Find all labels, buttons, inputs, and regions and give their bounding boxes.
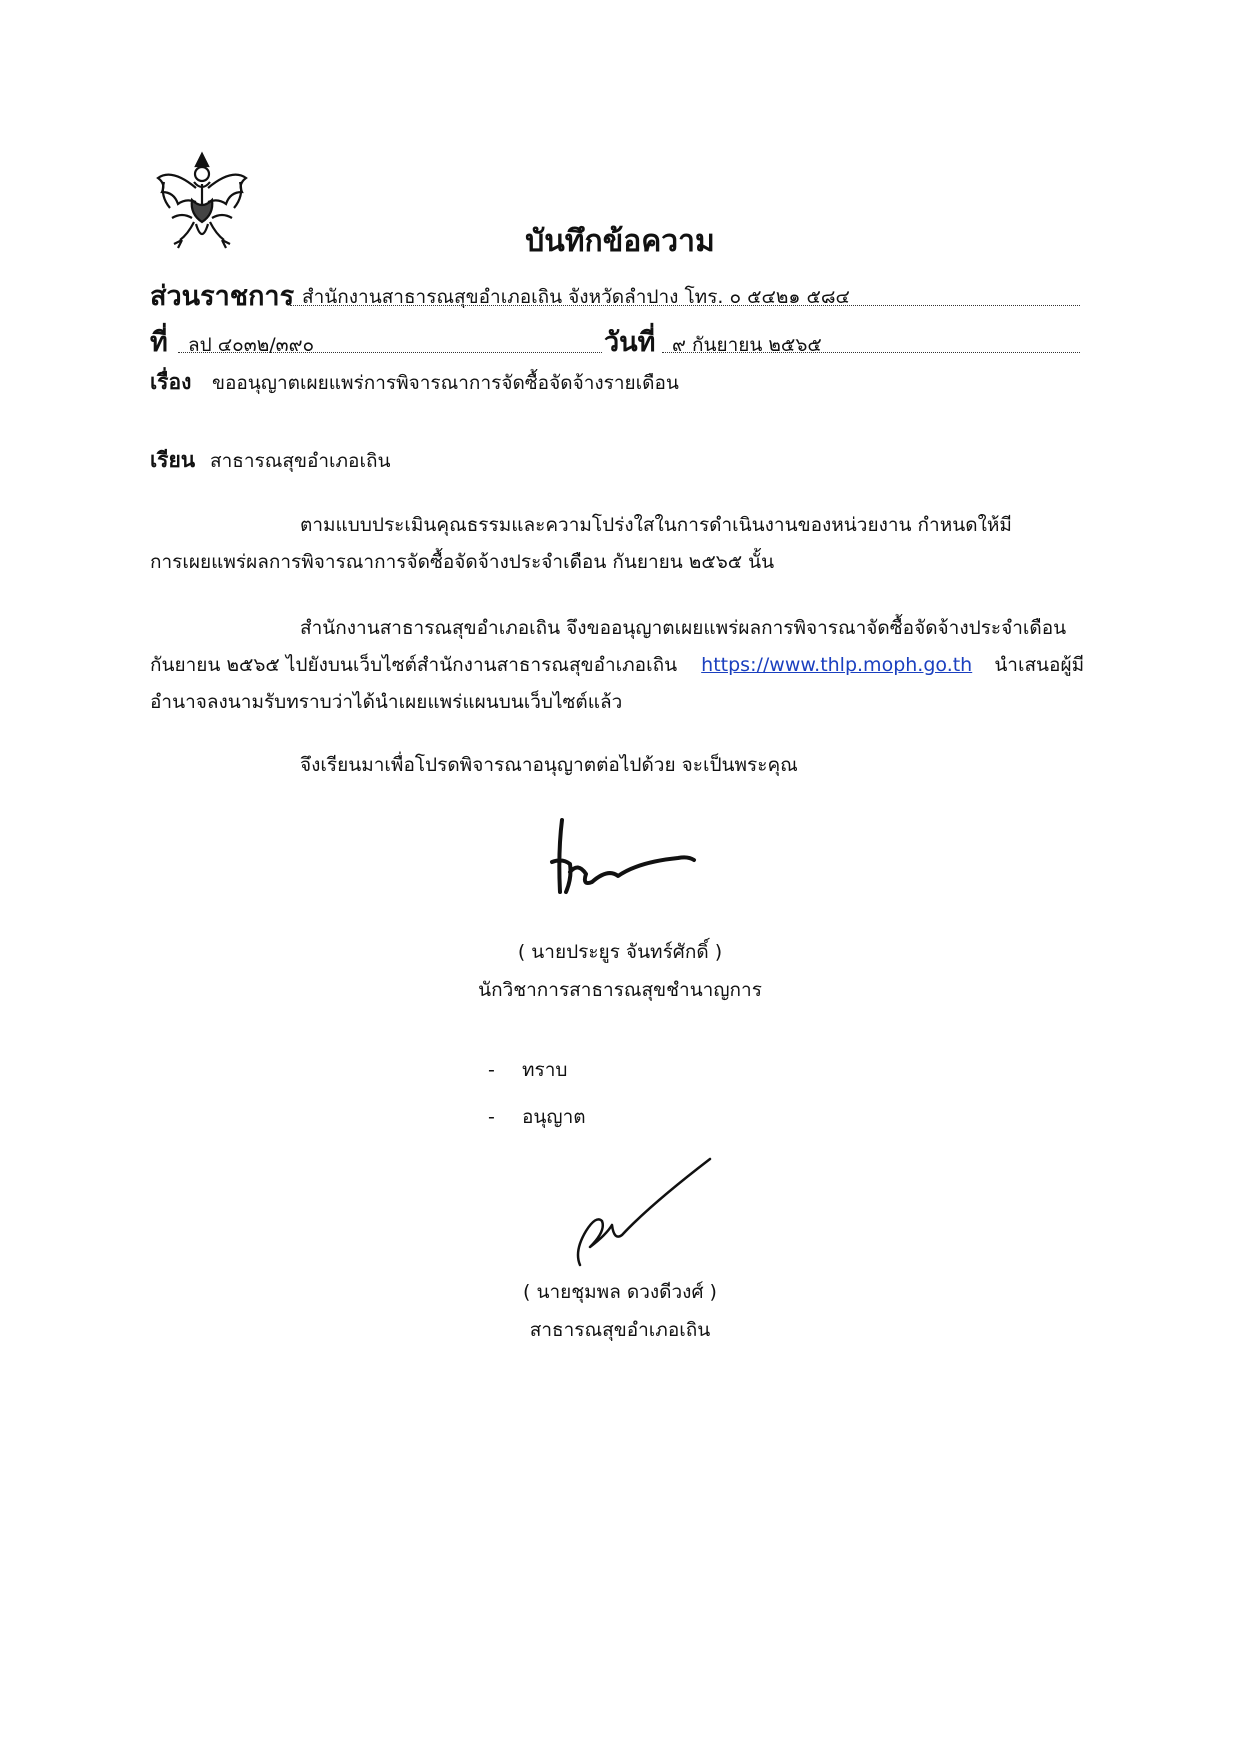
action-item-approve: อนุญาต	[522, 1106, 586, 1128]
signer-2-position: สาธารณสุขอำเภอเถิน	[529, 1319, 711, 1341]
signer-1-name: ( นายประยูร จันทร์ศักดิ์ )	[517, 941, 723, 963]
date-label: วันที่	[604, 327, 656, 358]
paragraph-2-line-1: สำนักงานสาธารณสุขอำเภอเถิน จึงขออนุญาตเผยแพร่ผลการพิจารณาจัดซื้อจัดจ้างประจำเดือน	[300, 617, 1067, 639]
salutation-value: สาธารณสุขอำเภอเถิน	[210, 450, 391, 472]
memo-title: บันทึกข้อความ	[525, 224, 715, 259]
action-bullet: -	[488, 1106, 495, 1128]
ref-label: ที่	[150, 327, 168, 358]
department-dotted-line	[290, 305, 1080, 306]
date-dotted-line	[662, 352, 1080, 353]
signer-2-name: ( นายชุมพล ดวงดีวงศ์ )	[523, 1281, 717, 1303]
paragraph-1-line-1: ตามแบบประเมินคุณธรรมและความโปร่งใสในการดำเนินงานของหน่วยงาน กำหนดให้มี	[300, 514, 1012, 536]
subject-value: ขออนุญาตเผยแพร่การพิจารณาการจัดซื้อจัดจ้างรายเดือน	[212, 372, 679, 394]
action-item-acknowledge: ทราบ	[522, 1059, 568, 1081]
signature-2-image	[560, 1155, 720, 1270]
ref-dotted-line	[178, 352, 602, 353]
paragraph-2-line-3: อำนาจลงนามรับทราบว่าได้นำเผยแพร่แผนบนเว็บไซต์แล้ว	[150, 691, 623, 713]
signer-1-position: นักวิชาการสาธารณสุขชำนาญการ	[478, 979, 762, 1001]
paragraph-2-line-2-text: กันยายน ๒๕๖๕ ไปยังบนเว็บไซต์สำนักงานสาธารณสุขอำเภอเถิน	[150, 654, 678, 676]
subject-label: เรื่อง	[150, 370, 192, 394]
paragraph-2-line-2-tail: นำเสนอผู้มี	[994, 654, 1085, 676]
salutation-label: เรียน	[150, 448, 196, 472]
department-value: สำนักงานสาธารณสุขอำเภอเถิน จังหวัดลำปาง โทร. ๐ ๕๔๒๑ ๕๘๔	[302, 286, 850, 308]
date-value: ๙ กันยายน ๒๕๖๕	[672, 334, 822, 356]
signature-1-image	[548, 812, 698, 902]
action-bullet: -	[488, 1059, 495, 1081]
paragraph-2-line-2	[150, 645, 1084, 685]
ref-value: ลป ๔๐๓๒/๓๙๐	[188, 334, 315, 356]
paragraph-3: จึงเรียนมาเพื่อโปรดพิจารณาอนุญาตต่อไปด้วย จะเป็นพระคุณ	[300, 754, 798, 776]
department-label: ส่วนราชการ	[150, 281, 295, 312]
paragraph-1-line-2: การเผยแพร่ผลการพิจารณาการจัดซื้อจัดจ้างประจำเดือน กันยายน ๒๕๖๕ นั้น	[150, 551, 775, 573]
website-link[interactable]: https://www.thlp.moph.go.th	[701, 654, 973, 676]
